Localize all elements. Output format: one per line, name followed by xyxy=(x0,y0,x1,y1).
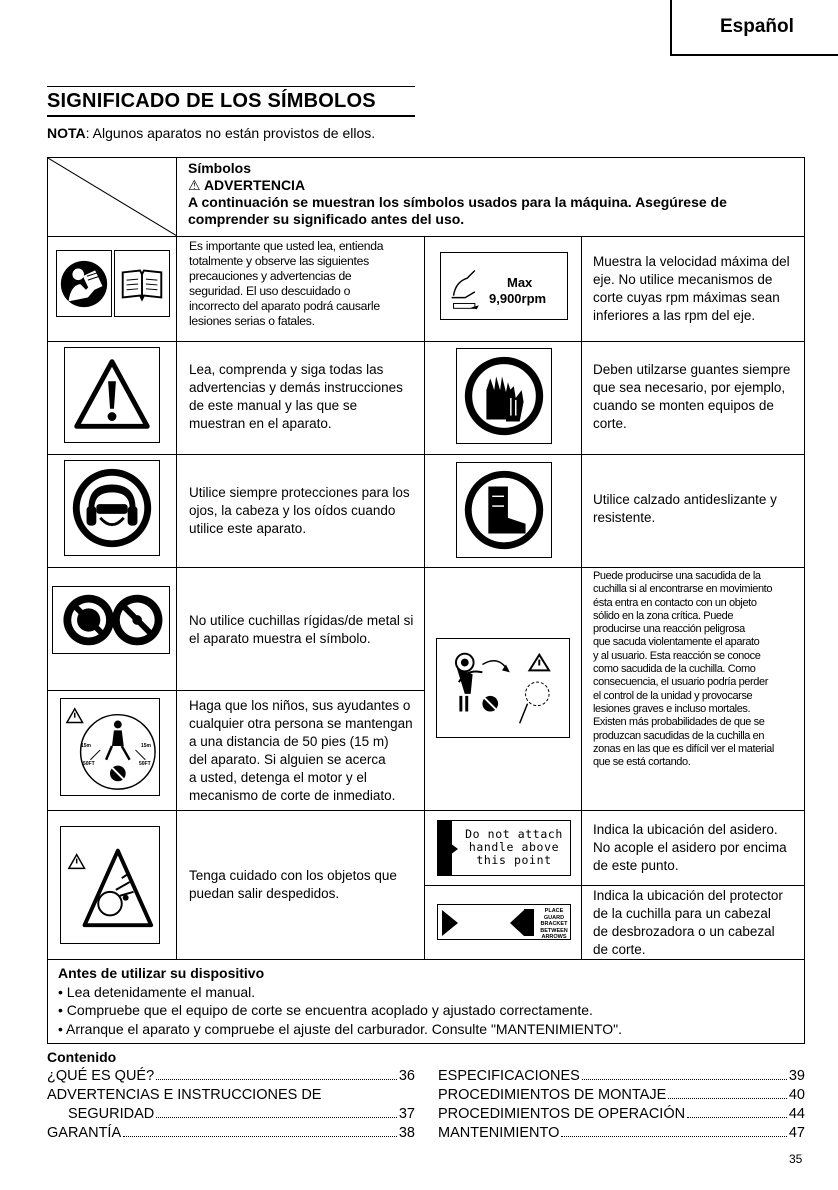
keep-distance-icon xyxy=(60,698,160,796)
r3-right-line: resistente. xyxy=(593,510,656,525)
page-number: 35 xyxy=(789,1152,803,1166)
r3-left-line: utilice este aparato. xyxy=(189,521,307,536)
r1-left-line: precauciones y advertencias de xyxy=(189,269,352,283)
before-use-item: • Arranque el aparato y compruebe el ajuste del carburador. Consulte "MANTENIMIENTO". xyxy=(58,1020,622,1037)
r1-left-line: seguridad. El uso descuidado o xyxy=(189,284,351,298)
header-intro-1: A continuación se muestran los símbolos usados para la máquina. Asegúrese de xyxy=(188,194,727,210)
handle-sign-icon xyxy=(437,820,571,876)
r5-left-text xyxy=(189,867,421,903)
before-use-item: • Compruebe que el equipo de corte se encuentra acoplado y ajustado correctamente. xyxy=(58,1002,593,1018)
guard-sign-line: PLACE GUARD xyxy=(543,908,565,921)
r5-guard-line: de desbrozadora o un cabezal xyxy=(593,924,775,939)
rpm-label: 9,900rpm xyxy=(489,291,547,306)
r4b-left-line: Haga que los niños, sus ayudantes o xyxy=(189,698,411,713)
r5-left-line: puedan salir despedidos. xyxy=(189,886,340,901)
r5-handle-line: de este punto. xyxy=(593,858,679,873)
toc-entry[interactable] xyxy=(47,1125,415,1145)
r1-left-text xyxy=(189,239,421,329)
guard-sign-text xyxy=(536,908,572,941)
r2-right-text xyxy=(593,361,803,433)
header-diagonal xyxy=(48,158,177,236)
guard-sign-line: ARROWS xyxy=(541,934,567,940)
r1-right-line: corte cuyas rpm máximas sean xyxy=(593,290,780,305)
r2-right-line: que sea necesario, por ejemplo, xyxy=(593,380,786,395)
r4a-left-line: No utilice cuchillas rígidas/de metal si xyxy=(189,613,414,628)
toc-entry[interactable] xyxy=(438,1106,805,1126)
r1-right-text xyxy=(593,253,803,325)
handle-sign-line: this point xyxy=(476,853,552,867)
dist-label-1: 15m xyxy=(81,743,92,749)
r4-right-line: cuchilla si al encontrarse en movimiento xyxy=(593,583,773,596)
r4-right-line: que sacuda violentamente el aparato xyxy=(593,636,760,649)
toc-label: ADVERTENCIAS E INSTRUCCIONES DE xyxy=(47,1087,322,1103)
max-rpm-icon xyxy=(440,252,568,320)
header-intro-2: comprender su significado antes del uso. xyxy=(188,211,465,227)
language-tab xyxy=(670,0,838,56)
toc-label: SEGURIDAD xyxy=(68,1106,155,1122)
toc-page: 37 xyxy=(398,1106,415,1122)
toc-page: 47 xyxy=(788,1125,805,1141)
dist-label-2: 50FT xyxy=(83,761,95,767)
grid-h6 xyxy=(48,959,804,960)
toc-entry[interactable] xyxy=(438,1087,805,1107)
r5-handle-line: No acople el asidero por encima xyxy=(593,840,787,855)
before-use-item: • Lea detenidamente el manual. xyxy=(58,983,256,1000)
grid-v1 xyxy=(176,158,177,959)
dist-label-4: 50FT xyxy=(139,761,151,767)
r4-right-text xyxy=(593,570,803,769)
guard-sign-line: BRACKET xyxy=(540,921,568,927)
header-advertencia-label: ADVERTENCIA xyxy=(203,177,306,193)
toc-entry[interactable] xyxy=(47,1068,415,1088)
no-rigid-blade-icon xyxy=(52,586,170,654)
thrown-objects-icon xyxy=(60,826,160,944)
grid-h5b xyxy=(424,885,804,886)
note-text: : Algunos aparatos no están provistos de ellos. xyxy=(85,125,376,141)
language-label: Español xyxy=(720,16,794,37)
r5-handle-line: Indica la ubicación del asidero. xyxy=(593,822,778,837)
grid-h4b xyxy=(48,690,424,691)
toc-label: ESPECIFICACIONES xyxy=(438,1068,580,1084)
r4-right-line: produzcan sacudidas de la cuchilla en xyxy=(593,729,765,742)
r4-right-line: lesiones graves e incluso mortales. xyxy=(593,702,751,715)
r1-left-line: incorrecto del aparato podrá causarle xyxy=(189,299,380,313)
r3-right-line: Utilice calzado antideslizante y xyxy=(593,492,777,507)
r5-guard-line: de la cuchilla para un cabezal xyxy=(593,906,771,921)
r1-left-line: Es importante que usted lea, entienda xyxy=(189,239,384,253)
toc-label: GARANTÍA xyxy=(47,1125,122,1141)
r4b-left-line: mecanismo de corte de inmediato. xyxy=(189,788,396,803)
guard-sign-line: BETWEEN xyxy=(540,927,568,934)
r4-right-line: Puede producirse una sacudida de la xyxy=(593,570,761,582)
toc-label: MANTENIMIENTO xyxy=(438,1125,560,1141)
dist-label-3: 15m xyxy=(141,743,152,749)
r2-right-line: Deben utilzarse guantes siempre xyxy=(593,362,791,377)
r3-left-line: ojos, la cabeza y los oídos cuando xyxy=(189,503,396,518)
max-label: Max xyxy=(507,275,533,290)
toc-leader xyxy=(561,1136,786,1137)
toc-label: PROCEDIMIENTOS DE MONTAJE xyxy=(438,1087,667,1103)
note-label: NOTA xyxy=(47,125,86,141)
r4-right-line: que se está cortando. xyxy=(593,756,691,769)
contents-heading: Contenido xyxy=(47,1049,117,1065)
grid-v2 xyxy=(424,236,425,959)
r2-left-line: muestran en el aparato. xyxy=(189,416,332,431)
title-rule-top xyxy=(47,86,415,87)
grid-v3 xyxy=(581,236,582,959)
toc-label: ¿QUÉ ES QUÉ? xyxy=(47,1068,155,1084)
toc-page: 40 xyxy=(788,1087,805,1103)
r5-handle-text xyxy=(593,821,803,875)
r5-guard-line: Indica la ubicación del protector xyxy=(593,888,783,903)
symbols-table xyxy=(47,157,805,1044)
r4b-left-line: cualquier otra persona se mantengan xyxy=(189,716,413,731)
r4a-left-line: el aparato muestra el símbolo. xyxy=(189,631,371,646)
r4-right-line: consecuencia, el usuario podría perder xyxy=(593,676,768,689)
head-protection-icon xyxy=(64,460,160,556)
r1-right-line: eje. No utilice mecanismos de xyxy=(593,272,773,287)
toc-leader xyxy=(582,1079,787,1080)
title-rule-bottom xyxy=(47,115,415,117)
grid-h2 xyxy=(48,341,804,342)
warning-icon: ⚠ xyxy=(188,177,201,193)
toc-page: 44 xyxy=(788,1106,805,1122)
r2-left-line: de este manual y las que se xyxy=(189,398,358,413)
r4b-left-line: del aparato. Si alguien se acerca xyxy=(189,752,386,767)
before-use-heading: Antes de utilizar su dispositivo xyxy=(58,965,265,981)
kickback-icon xyxy=(436,638,570,738)
r4b-left-text xyxy=(189,697,421,805)
toc-leader xyxy=(668,1098,787,1099)
grid-h3 xyxy=(48,454,804,455)
toc-leader xyxy=(156,1079,397,1080)
guard-sign-icon xyxy=(437,904,571,940)
r1-left-line: totalmente y observe las siguientes xyxy=(189,254,369,268)
toc-leader xyxy=(123,1136,397,1137)
manual-book-icon xyxy=(114,250,170,317)
table-header xyxy=(188,160,800,228)
toc-entry[interactable] xyxy=(68,1106,415,1126)
r5-guard-text xyxy=(593,887,803,959)
r4-right-line: sólido en la zona crítica. Puede xyxy=(593,609,734,622)
toc-leader xyxy=(156,1117,397,1118)
r3-right-text xyxy=(593,491,803,527)
toc-entry[interactable] xyxy=(438,1125,805,1145)
toc-page: 38 xyxy=(398,1125,415,1141)
r2-left-line: advertencias y demás instrucciones xyxy=(189,380,403,395)
r1-left-line: lesiones serias o fatales. xyxy=(189,314,315,328)
header-advertencia xyxy=(188,177,800,194)
r4-right-line: el control de la unidad y provocarse xyxy=(593,689,753,702)
toc-entry[interactable] xyxy=(47,1087,415,1107)
r2-left-text xyxy=(189,361,421,433)
warning-triangle-icon xyxy=(64,347,160,443)
toc-label: PROCEDIMIENTOS DE OPERACIÓN xyxy=(438,1106,686,1122)
toc-page: 39 xyxy=(788,1068,805,1084)
r1-right-line: inferiores a las rpm del eje. xyxy=(593,308,756,323)
handle-sign-line: handle above xyxy=(468,840,560,854)
r4-right-line: producirse una reacción peligrosa xyxy=(593,623,745,636)
toc-page: 36 xyxy=(398,1068,415,1084)
handle-sign-line: Do not attach xyxy=(465,827,563,841)
toc-leader xyxy=(687,1117,787,1118)
page-title: SIGNIFICADO DE LOS SÍMBOLOS xyxy=(47,90,376,112)
header-simbolos: Símbolos xyxy=(188,160,252,176)
r4-right-line: y al usuario. Esta reacción se conoce xyxy=(593,649,761,662)
r3-left-line: Utilice siempre protecciones para los xyxy=(189,485,410,500)
r4-right-line: ésta entra en contacto con un objeto xyxy=(593,596,757,609)
r1-right-line: Muestra la velocidad máxima del xyxy=(593,254,790,269)
grid-h1 xyxy=(48,236,804,237)
r5-guard-line: de corte. xyxy=(593,942,646,957)
r4b-left-line: a una distancia de 50 pies (15 m) xyxy=(189,734,389,749)
r4-right-line: como sacudida de la cuchilla. Como xyxy=(593,663,756,676)
note xyxy=(47,125,375,141)
r4-right-line: zonas en las que es difícil ver el material xyxy=(593,742,774,755)
read-manual-icon xyxy=(56,250,112,317)
boots-icon xyxy=(456,462,552,558)
r2-right-line: corte. xyxy=(593,416,627,431)
grid-h4 xyxy=(48,567,804,568)
gloves-icon xyxy=(456,348,552,444)
handle-sign-text xyxy=(458,828,570,867)
r5-left-line: Tenga cuidado con los objetos que xyxy=(189,868,397,883)
toc-entry[interactable] xyxy=(438,1068,805,1088)
before-use-section xyxy=(58,964,798,1038)
grid-h5 xyxy=(48,810,804,811)
r4b-left-line: a usted, detenga el motor y el xyxy=(189,770,367,785)
r2-right-line: cuando se monten equipos de xyxy=(593,398,774,413)
r4a-left-text xyxy=(189,612,421,648)
r2-left-line: Lea, comprenda y siga todas las xyxy=(189,362,384,377)
r4-right-line: Existen más probabilidades de que se xyxy=(593,716,765,729)
r3-left-text xyxy=(189,484,421,538)
